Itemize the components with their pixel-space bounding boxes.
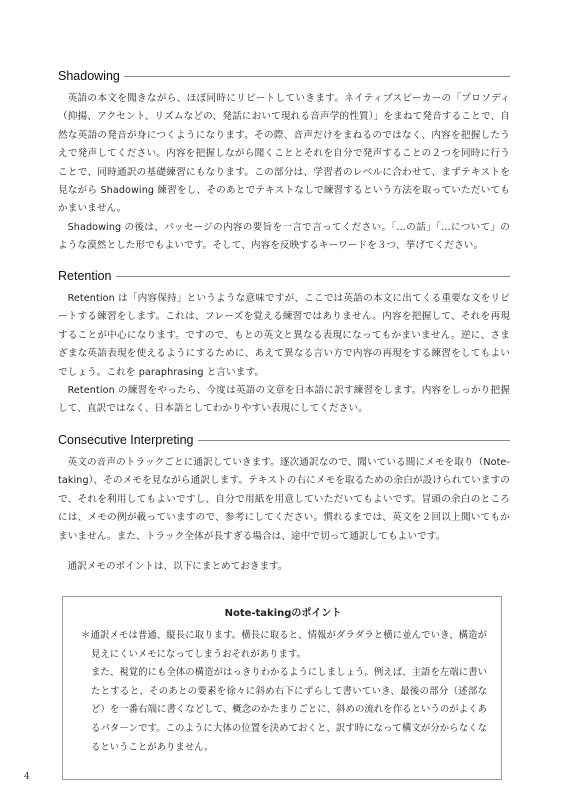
section-heading xyxy=(58,432,510,448)
heading-rule xyxy=(116,276,510,277)
paragraph: Retention は「内容保持」というような意味ですが、ここでは英語の本文に出てくる重要な文をリピートする練習をします。これは、フレーズを覚える練習ではありません。内容を把握して、それを再現することが中心になります。ですので、もとの英文と異なる表現になってもかまいません。逆に、さまざまな英語表現を使えるようにするために、あえて異なる言い方で内容の再現をする練習をしてもよいでしょう。これを paraphrasing と言います。 xyxy=(58,293,510,378)
section-shadowing xyxy=(58,68,510,256)
box-title: Note-takingのポイント xyxy=(224,608,342,619)
heading-text: Retention xyxy=(58,269,112,283)
paragraph: 英語の本文を聞きながら、ほぼ同時にリピートしていきます。ネイティブスピーカーの「プロソディ（抑揚、アクセント、リズムなどの、発話において現れる音声学的性質）」をまねて発音することで、自然な英語の発音が身につくようになります。その際、音声だけをまねるのではなく、内容を把握したうえで発声してください。内容を把握しながら聞くこととそれを自分で発声することの２つを同時に行うことで、同時通訳の基礎練習にもなります。この部分は、学習者のレベルに合わせて、まずテキストを見ながら Shadowing 練習をし、そのあとでテキストなしで練習するという方法を取っていただいてもかまいません。 xyxy=(58,93,510,215)
paragraph: Retention の練習をやったら、今度は英語の文章を日本語に訳す練習をします。内容をしっかり把握して、直訳ではなく、日本語としてわかりやすい表現にしてください。 xyxy=(58,385,510,415)
page-number: 4 xyxy=(24,772,30,782)
note-taking-box xyxy=(62,596,502,780)
heading-text: Consecutive Interpreting xyxy=(58,433,194,447)
section-heading xyxy=(58,68,510,84)
heading-rule xyxy=(124,76,510,77)
section-consecutive-interpreting xyxy=(58,432,510,576)
heading-text: Shadowing xyxy=(58,69,120,83)
paragraph: Shadowing の後は、パッセージの内容の要旨を一言で言ってください。「…の話」「…について」のような漠然とした形でもよいです。そして、内容を反映するキーワードを３つ、挙げてください。 xyxy=(58,221,510,252)
heading-rule xyxy=(198,440,511,441)
box-body: また、視覚的にも全体の構造がはっきりわかるようにしましょう。例えば、主語を左端に書いたとすると、そのあとの要素を徐々に斜め右下にずらして書いていき、最後の部分（述部など）を一番右端に書くなどして、概念のかたまりごとに、斜めの流れを作るというのがよくあるパターンです。このように大体の位置を決めておくと、訳す時になって構文が分からなくなるということがありません。 xyxy=(91,667,487,753)
section-heading xyxy=(58,268,510,284)
paragraph: 英文の音声のトラックごとに通訳していきます。逐次通訳なので、聞いている間にメモを取り（Note-taking）、そのメモを見ながら通訳します。テキストの右にメモを取るための余白が設けられていますので、それを利用してもよいですし、自分で用紙を用意していただいてもよいです。冒頭の余白のところには、メモの例が載っていますので、参考にしてください。慣れるまでは、英文を２回以上聞いてもかまいません。また、トラック全体が長すぎる場合は、途中で切って通訳してもよいです。 xyxy=(58,457,510,542)
note-line: 通訳メモのポイントは、以下にまとめておきます。 xyxy=(67,561,288,573)
box-bullet: ＊通訳メモは普通、縦長に取ります。横長に取ると、情報がダラダラと横に並んでいき、構造が見えにくいメモになってしまうおそれがあります。 xyxy=(81,630,487,660)
section-retention xyxy=(58,268,510,419)
